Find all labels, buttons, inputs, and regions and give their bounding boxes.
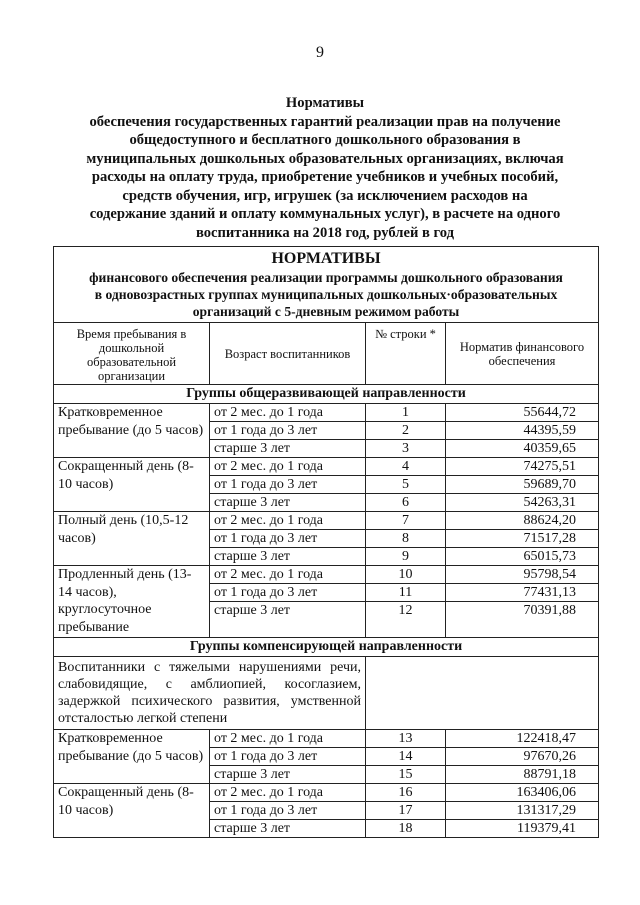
line-no-cell: 5 [366,476,446,494]
norm-value-cell: 88624,20 [446,512,599,530]
line-no-cell: 12 [366,602,446,638]
age-cell: от 2 мес. до 1 года [210,566,366,584]
norm-value-cell: 74275,51 [446,458,599,476]
norm-value-cell: 131317,29 [446,802,599,820]
time-cell: Сокращенный день (8-10 часов) [54,458,210,512]
heading-line: Нормативы [285,95,365,111]
line-no-cell: 4 [366,458,446,476]
line-no-cell: 6 [366,494,446,512]
norm-value-cell: 65015,73 [446,548,599,566]
group-description: Воспитанники с тяжелыми нарушениями речи, слабовидящие, с амблиопией, косоглазием, задержкой психического развития, умственной отсталостью легкой степени [54,657,366,730]
age-cell: от 2 мес. до 1 года [210,458,366,476]
age-cell: старше 3 лет [210,602,366,638]
norm-value-cell: 122418,47 [446,730,599,748]
table-row [54,404,599,422]
norm-value-cell: 71517,28 [446,530,599,548]
table-subtitle-line: финансового обеспечения реализации программы дошкольного образования [89,270,563,285]
line-no-cell: 1 [366,404,446,422]
line-no-cell: 18 [366,820,446,838]
age-cell: от 1 года до 3 лет [210,476,366,494]
norm-value-cell: 44395,59 [446,422,599,440]
line-no-cell: 9 [366,548,446,566]
norm-value-cell: 54263,31 [446,494,599,512]
line-no-cell: 14 [366,748,446,766]
norm-value-cell: 97670,26 [446,748,599,766]
line-no-cell: 3 [366,440,446,458]
heading-line: содержание зданий и оплату коммунальных услуг), в расчете на одного [89,206,561,222]
norm-value-cell: 95798,54 [446,566,599,584]
line-no-cell: 2 [366,422,446,440]
norm-value-cell: 40359,65 [446,440,599,458]
column-header-line-no: № строки * [366,323,446,385]
age-cell: старше 3 лет [210,548,366,566]
table-row [54,784,599,802]
document-heading [60,94,590,242]
line-no-cell: 16 [366,784,446,802]
age-cell: от 1 года до 3 лет [210,802,366,820]
line-no-cell: 8 [366,530,446,548]
table-row [54,458,599,476]
age-cell: от 1 года до 3 лет [210,530,366,548]
table-row [54,512,599,530]
group-header-general: Группы общеразвивающей направленности [54,385,599,404]
line-no-cell: 15 [366,766,446,784]
age-cell: от 2 мес. до 1 года [210,730,366,748]
time-cell: Сокращенный день (8-10 часов) [54,784,210,838]
age-cell: от 2 мес. до 1 года [210,404,366,422]
line-no-cell: 13 [366,730,446,748]
age-cell: старше 3 лет [210,440,366,458]
heading-line: расходы на оплату труда, приобретение учебников и учебных пособий, [91,169,559,185]
time-cell: Полный день (10,5-12 часов) [54,512,210,566]
column-header-age: Возраст воспитанников [210,323,366,385]
line-no-cell: 11 [366,584,446,602]
heading-line: общедоступного и бесплатного дошкольного образования в [129,132,521,148]
table-subtitle-line: организаций с 5-дневным режимом работы [192,304,460,319]
time-cell: Кратковременное пребывание (до 5 часов) [54,404,210,458]
empty-cell [366,657,599,730]
time-cell: Продленный день (13-14 часов), круглосуточное пребывание [54,566,210,638]
age-cell: от 1 года до 3 лет [210,584,366,602]
column-header-norm: Норматив финансового обеспечения [446,323,599,385]
norm-value-cell: 119379,41 [446,820,599,838]
norm-value-cell: 59689,70 [446,476,599,494]
norm-value-cell: 163406,06 [446,784,599,802]
line-no-cell: 10 [366,566,446,584]
group-header-compensating: Группы компенсирующей направленности [54,638,599,657]
table-row [54,566,599,584]
age-cell: старше 3 лет [210,820,366,838]
column-header-time: Время пребывания в дошкольной образовательной организации [54,323,210,385]
age-cell: старше 3 лет [210,494,366,512]
heading-line: средств обучения, игр, игрушек (за исключением расходов на [122,187,528,204]
heading-line: воспитанника на 2018 год, рублей в год [195,224,455,241]
table-title [54,247,599,323]
line-no-cell: 17 [366,802,446,820]
norm-value-cell: 77431,13 [446,584,599,602]
table-subtitle-line: в одновозрастных группах муниципальных дошкольных·образовательных [94,287,558,302]
norm-value-cell: 55644,72 [446,404,599,422]
norms-table [53,246,599,838]
time-cell: Кратковременное пребывание (до 5 часов) [54,730,210,784]
line-no-cell: 7 [366,512,446,530]
age-cell: от 1 года до 3 лет [210,422,366,440]
age-cell: от 2 мес. до 1 года [210,784,366,802]
norm-value-cell: 88791,18 [446,766,599,784]
age-cell: старше 3 лет [210,766,366,784]
norm-value-cell: 70391,88 [446,602,599,638]
table-row [54,730,599,748]
age-cell: от 2 мес. до 1 года [210,512,366,530]
age-cell: от 1 года до 3 лет [210,748,366,766]
table-title-main: НОРМАТИВЫ [271,250,381,267]
heading-line: муниципальных дошкольных образовательных организациях, включая [86,150,564,167]
heading-line: обеспечения государственных гарантий реализации прав на получение [89,113,561,130]
page-number: 9 [316,44,324,61]
